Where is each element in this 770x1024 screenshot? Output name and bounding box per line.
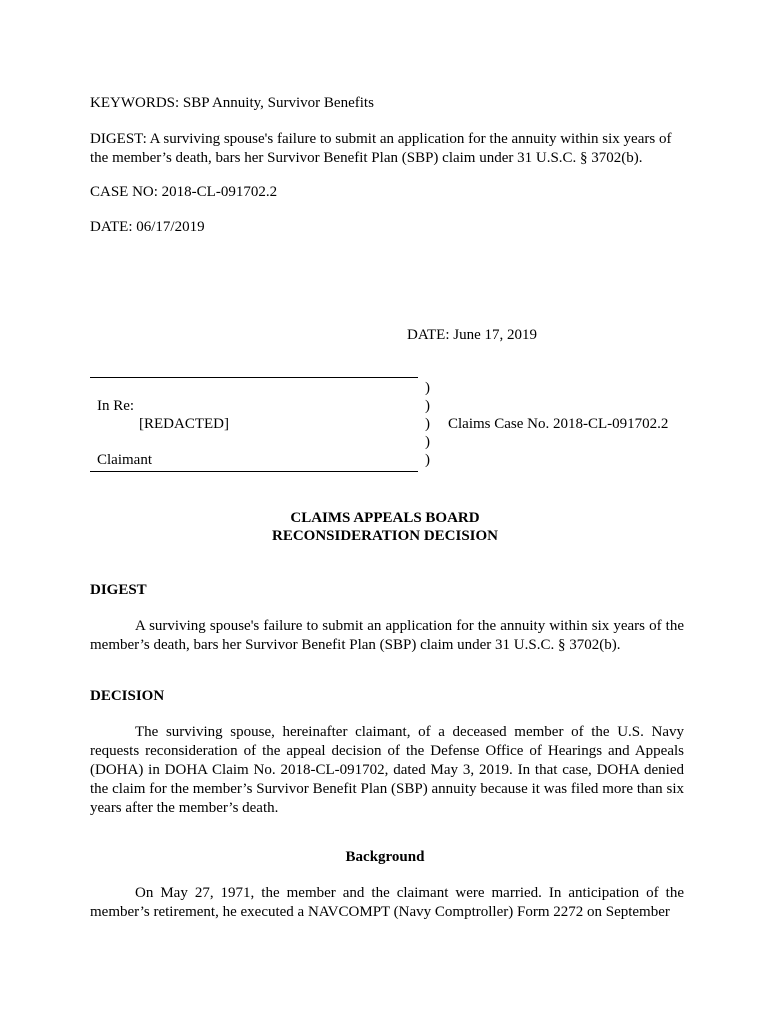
digest-paragraph: A surviving spouse's failure to submit an application for the annuity within six years of the member’s death, bars her Survivor Benefit Plan (SBP) claim under 31 U.S.C. § 3702(b). xyxy=(90,618,684,653)
caption-claimant: Claimant xyxy=(97,452,152,468)
background-paragraph: On May 27, 1971, the member and the claimant were married. In anticipation of the member’s retirement, he executed a NAVCOMPT (Navy Comptroller) Form 2272 on September xyxy=(90,885,684,920)
decision-paragraph: The surviving spouse, hereinafter claimant, of a deceased member of the U.S. Navy requests reconsideration of the appeal decision of the Defense Office of Hearings and Appeals (DOHA) in DOHA Claim No. 2018-CL-091702, dated May 3, 2019. In that case, DOHA denied the claim for the member’s Survivor Benefit Plan (SBP) annuity because it was filed more than six years after the member’s death. xyxy=(90,724,684,816)
decision-title: RECONSIDERATION DECISION xyxy=(271,528,499,544)
header-date: DATE: 06/17/2019 xyxy=(90,219,205,235)
board-title: CLAIMS APPEALS BOARD xyxy=(290,510,480,526)
header-digest: DIGEST: A surviving spouse's failure to submit an application for the annuity within six years of the member’s death, bars her Survivor Benefit Plan (SBP) claim under 31 U.S.C. § 3702(b). xyxy=(90,131,672,166)
digest-heading: DIGEST xyxy=(90,582,147,598)
caption-paren: ) xyxy=(425,434,430,450)
caption-in-re: In Re: xyxy=(97,398,135,414)
header-case-number: CASE NO: 2018-CL-091702.2 xyxy=(90,184,278,200)
decision-heading: DECISION xyxy=(90,688,165,704)
caption-bottom-rule xyxy=(90,471,418,472)
caption-claims-case-number: Claims Case No. 2018-CL-091702.2 xyxy=(448,416,669,432)
caption-redacted-name: [REDACTED] xyxy=(139,416,229,432)
decision-date: DATE: June 17, 2019 xyxy=(407,327,537,343)
caption-paren: ) xyxy=(425,416,430,432)
background-heading: Background xyxy=(345,849,425,865)
caption-paren: ) xyxy=(425,452,430,468)
caption-paren: ) xyxy=(425,380,430,396)
caption-top-rule xyxy=(90,377,418,378)
keywords-line: KEYWORDS: SBP Annuity, Survivor Benefits xyxy=(90,95,374,111)
caption-paren: ) xyxy=(425,398,430,414)
